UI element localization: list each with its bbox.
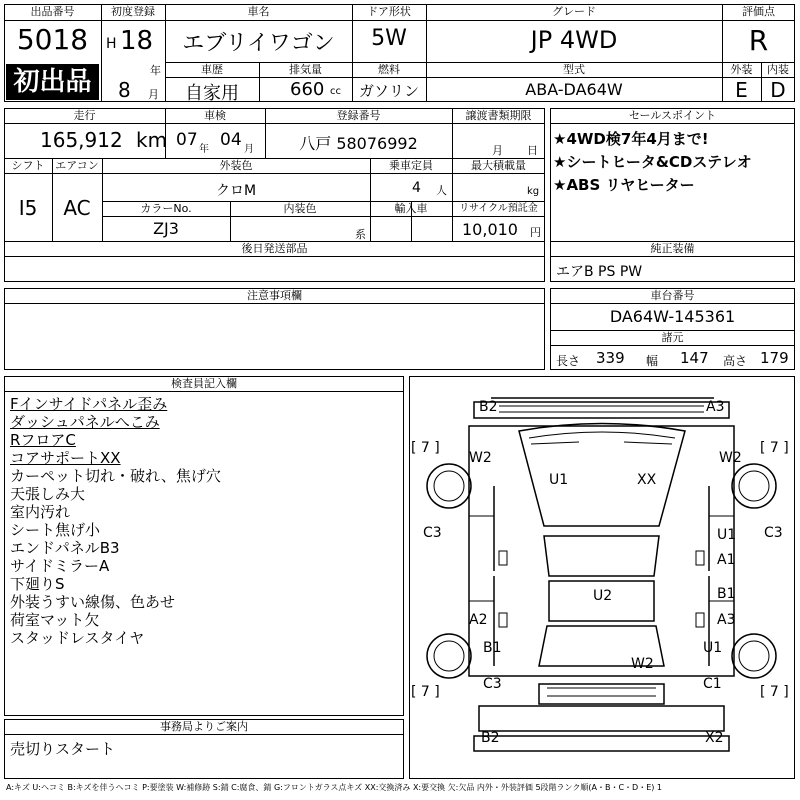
parts-later-label: 後日発送部品	[241, 242, 308, 255]
width-label: 幅	[646, 354, 659, 368]
transfer-day-unit: 日	[527, 144, 538, 157]
recycle-label: リサイクル預託金	[459, 203, 538, 214]
office-notice: 売切りスタート	[10, 740, 116, 758]
chassis-number: DA64W-145361	[609, 307, 736, 326]
ac: AC	[63, 196, 91, 220]
score-label: 評価点	[742, 5, 775, 18]
color-no: ZJ3	[153, 219, 179, 238]
capacity: 4	[412, 180, 421, 196]
inspector-note: スタッドレスタイヤ	[10, 629, 145, 647]
interior-color-label: 内装色	[283, 202, 317, 215]
damage-mark: U1	[549, 472, 569, 488]
sales-point-2: ★シートヒータ&CDステレオ	[553, 153, 752, 171]
inspector-note: Fインサイドパネル歪み	[10, 395, 168, 413]
displacement: 660	[290, 79, 325, 100]
genuine-equipment: エアB PS PW	[556, 264, 643, 280]
damage-mark: [ 7 ]	[760, 684, 789, 700]
exterior-color: クロM	[215, 183, 257, 199]
inspector-note: 室内汚れ	[10, 503, 71, 521]
damage-mark: A3	[717, 612, 736, 628]
exterior-grade: E	[735, 78, 748, 102]
office-label: 事務局よりご案内	[160, 720, 248, 733]
grade-label: グレード	[552, 5, 596, 18]
damage-mark: [ 7 ]	[411, 440, 440, 456]
sales-points-label: セールスポイント	[628, 109, 716, 122]
height-label: 高さ	[723, 354, 748, 368]
capacity-label: 乗車定員	[389, 159, 433, 172]
inspector-note: ダッシュパネルへこみ	[10, 413, 160, 431]
inspection-month: 04	[220, 130, 242, 150]
height: 179	[760, 349, 789, 367]
grade: JP 4WD	[530, 26, 618, 54]
length: 339	[596, 349, 625, 367]
lot-number: 5018	[16, 23, 89, 56]
model-code: ABA-DA64W	[525, 80, 623, 99]
transfer-month-unit: 月	[492, 144, 503, 157]
damage-mark: B2	[479, 399, 498, 415]
inspector-note: カーペット切れ・破れ、焦げ穴	[10, 467, 221, 485]
car-name: エブリイワゴン	[182, 31, 335, 56]
damage-mark: B1	[717, 586, 736, 602]
plate-label: 登録番号	[336, 109, 381, 122]
damage-mark: C1	[703, 676, 722, 692]
inspection-label: 車検	[204, 109, 226, 122]
damage-mark: W2	[631, 656, 654, 672]
car-name-label: 車名	[247, 5, 270, 18]
damage-mark: W2	[469, 450, 492, 466]
shift: I5	[18, 196, 38, 220]
displacement-unit: cc	[330, 86, 341, 97]
damage-mark: C3	[483, 676, 502, 692]
recycle-fee: 10,010	[462, 220, 518, 239]
era: H	[106, 36, 117, 52]
first-listing-badge-text: 初出品	[13, 67, 92, 97]
history-label: 車歴	[201, 63, 223, 76]
interior-color-unit: 系	[355, 228, 366, 241]
recycle-unit: 円	[530, 226, 541, 239]
score: R	[748, 24, 769, 57]
damage-mark: A1	[717, 552, 736, 568]
inspection-year-unit: 年	[199, 144, 209, 155]
ac-label: エアコン	[55, 159, 99, 172]
damage-mark: A3	[706, 399, 725, 415]
exterior-color-label: 外装色	[219, 159, 253, 172]
inspector-note: サイドミラーA	[10, 557, 110, 575]
damage-mark: U2	[593, 588, 613, 604]
mileage-label: 走行	[73, 109, 96, 122]
lot-number-label: 出品番号	[30, 5, 75, 18]
reg-month-unit: 月	[148, 88, 159, 101]
cautions-label: 注意事項欄	[247, 289, 302, 302]
chassis-label: 車台番号	[650, 289, 695, 302]
max-load-label: 最大積載量	[471, 159, 526, 172]
inspector-note: エンドパネルB3	[10, 539, 120, 557]
inspector-note: 外装うすい線傷、色あせ	[10, 593, 176, 611]
damage-mark: W2	[719, 450, 742, 466]
genuine-equipment-label: 純正装備	[650, 242, 695, 255]
fuel-label: 燃料	[378, 63, 400, 76]
length-label: 長さ	[556, 354, 581, 368]
capacity-unit: 人	[436, 184, 447, 197]
car-diagram	[409, 376, 795, 779]
damage-mark: A2	[469, 612, 488, 628]
sales-point-1: ★4WD検7年4月まで!	[553, 130, 709, 148]
shift-label: シフト	[11, 159, 45, 172]
first-reg-label: 初度登録	[111, 5, 155, 18]
specs-label: 諸元	[661, 331, 684, 344]
damage-mark: C3	[423, 525, 442, 541]
inspector-note: 荷室マット欠	[10, 611, 100, 629]
inspector-note: 下廻りS	[10, 575, 65, 593]
inspector-label: 検査員記入欄	[171, 377, 237, 390]
reg-month: 8	[118, 78, 131, 102]
import-label: 輸入車	[394, 202, 428, 215]
fuel: ガソリン	[358, 82, 419, 100]
damage-mark: B2	[481, 730, 500, 746]
inspection-year: 07	[176, 130, 198, 150]
damage-mark: X2	[705, 730, 724, 746]
mileage-unit: km	[136, 128, 168, 152]
inspector-note: RフロアC	[10, 431, 76, 449]
door-label: ドア形状	[367, 5, 411, 18]
sales-point-3: ★ABS リヤヒーター	[553, 176, 695, 194]
reg-year: 18	[120, 26, 154, 56]
inspection-month-unit: 月	[244, 144, 254, 155]
mileage: 165,912	[40, 128, 123, 152]
interior-grade-label: 内装	[767, 63, 789, 76]
plate-number: 八戸 58076992	[299, 134, 418, 153]
damage-mark: [ 7 ]	[411, 684, 440, 700]
displacement-label: 排気量	[289, 63, 322, 76]
legend: A:キズ U:ヘコミ B:キズを伴うヘコミ P:要塗装 W:補修跡 S:錆 C:腐食、錆 G:フロントガラス点キズ XX:交換済み X:要交換 欠:欠品 内外・外装評価 5段階ランク順(A・B・C・D・E) 1	[6, 783, 663, 792]
damage-mark: [ 7 ]	[760, 440, 789, 456]
damage-mark: U1	[703, 640, 723, 656]
color-no-label: カラーNo.	[140, 202, 192, 215]
inspector-note: シート焦げ小	[10, 521, 101, 539]
damage-mark: B1	[483, 640, 502, 656]
max-load-unit: kg	[527, 186, 540, 197]
damage-mark: C3	[764, 525, 783, 541]
damage-mark: U1	[717, 527, 737, 543]
width: 147	[680, 349, 709, 367]
reg-year-unit: 年	[150, 64, 161, 77]
interior-grade: D	[770, 78, 786, 102]
inspector-note: コアサポートXX	[10, 449, 121, 467]
inspector-note: 天張しみ大	[10, 485, 86, 503]
history: 自家用	[185, 83, 239, 104]
model-code-label: 型式	[563, 63, 585, 76]
transfer-label: 譲渡書類期限	[465, 109, 532, 122]
door-type: 5W	[371, 26, 407, 51]
exterior-grade-label: 外装	[730, 63, 753, 76]
damage-mark: XX	[637, 472, 657, 488]
